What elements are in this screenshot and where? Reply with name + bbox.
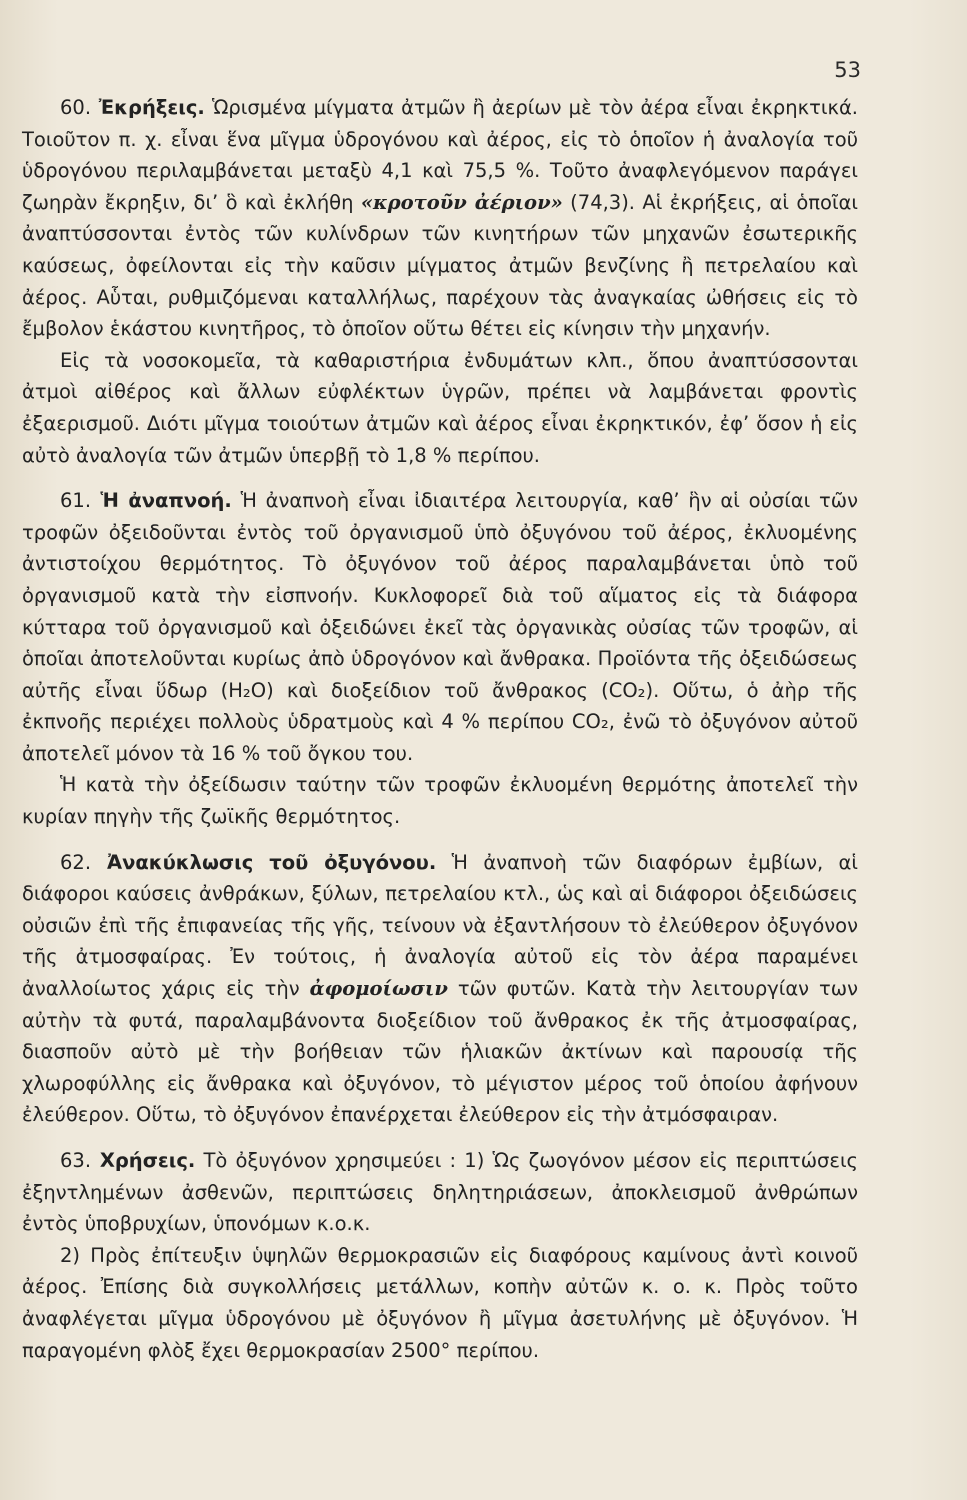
section-heading xyxy=(60,96,205,119)
section-title: Ἡ ἀναπνοή. xyxy=(100,489,232,513)
paragraph xyxy=(22,345,858,471)
section-number: 63. xyxy=(60,1149,92,1172)
paragraph-text: Τὸ ὀξυγόνον χρησιμεύει : 1) Ὡς ζωογόνον μέσον εἰς περιπτώσεις ἐξηντλημένων ἀσθενῶν, περιπτώσεις δηλητηριάσεων, ἀποκλεισμοῦ ἀνθρώπων ἐντὸς ὑποβρυχίων, ὑπονόμων κ.ο.κ. xyxy=(22,1149,858,1236)
paragraph-text: Εἰς τὰ νοσοκομεῖα, τὰ καθαριστήρια ἐνδυμάτων κλπ., ὅπου ἀναπτύσσονται ἀτμοὶ αἰθέρος καὶ ἄλλων εὐφλέκτων ὑγρῶν, πρέπει νὰ λαμβάνεται φροντὶς ἐξαερισμοῦ. Διότι μῖγμα τοιούτων ἀτμῶν καὶ ἀέρος εἶναι ἐκρηκτικόν, ἐφ’ ὅσον ἡ εἰς αὐτὸ ἀναλογία τῶν ἀτμῶν ὑπερβῇ τὸ 1,8 % περίπου. xyxy=(22,348,858,467)
paragraph-text: Ὡρισμένα μίγματα ἀτμῶν ἢ ἀερίων μὲ τὸν ἀέρα εἶναι ἐκρηκτικά. Τοιοῦτον π. χ. εἶναι ἕνα μῖγμα ὑδρογόνου καὶ ἀέρος, εἰς τὸ ὁποῖον ἡ ἀναλογία τοῦ ὑδρογόνου περιλαμβάνεται μεταξὺ 4,1 καὶ 75,5 %. Τοῦτο ἀναφλεγόμενον παράγει ζωηρὰν ἔκρηξιν, δι’ ὃ καὶ ἐκλήθη xyxy=(22,96,858,214)
paragraph xyxy=(22,769,858,832)
section-63 xyxy=(22,1145,858,1366)
section-number: 62. xyxy=(60,850,92,874)
section-number: 60. xyxy=(60,96,92,119)
paragraph-text: Ἡ ἀναπνοὴ εἶναι ἰδιαιτέρα λειτουργία, καθ’ ἣν αἱ οὐσίαι τῶν τροφῶν ὀξειδοῦνται ἐντὸς τοῦ ὀργανισμοῦ ὑπὸ ὀξυγόνου τοῦ ἀέρος, ἐκλυομένης ἀντιστοίχου θερμότητος. Τὸ ὀξυγόνον τοῦ ἀέρος παραλαμβάνεται ὑπὸ τοῦ ὀργανισμοῦ κατὰ τὴν εἰσπνοήν. Κυκλοφορεῖ διὰ τοῦ αἵματος εἰς τὰ διάφορα κύτταρα τοῦ ὀργανισμοῦ καὶ ὀξειδώνει ἐκεῖ τὰς ὀργανικὰς οὐσίας τῶν τροφῶν, αἱ ὁποῖαι ἀποτελοῦνται κυρίως ἀπὸ ὑδρογόνον καὶ ἄνθρακα. Προϊόντα τῆς ὀξειδώσεως αὐτῆς εἶναι ὕδωρ (H₂O) καὶ διοξείδιον τοῦ ἄνθρακος (CO₂). Οὕτω, ὁ ἀὴρ τῆς ἐκπνοῆς περιέχει πολλοὺς ὑδρατμοὺς καὶ 4 % περίπου CO₂, ἐνῶ τὸ ὀξυγόνον αὐτοῦ ἀποτελεῖ μόνον τὰ 16 % τοῦ ὄγκου του. xyxy=(22,489,859,765)
section-number: 61. xyxy=(60,489,92,513)
section-60 xyxy=(22,92,858,471)
section-title: Ἀνακύκλωσις τοῦ ὀξυγόνου. xyxy=(107,850,437,874)
paragraph-text: (74,3). Αἱ ἐκρήξεις, αἱ ὁποῖαι ἀναπτύσσονται ἐντὸς τῶν κυλίνδρων τῶν κινητήρων τῶν μηχανῶν ἐσωτερικῆς καύσεως, ὀφείλονται εἰς τὴν καῦσιν μίγματος ἀτμῶν βενζίνης ἢ πετρελαίου καὶ ἀέρος. Αὗται, ρυθμιζόμεναι καταλλήλως, παρέχουν τὰς ἀναγκαίας ὠθήσεις εἰς τὸ ἔμβολον ἑκάστου κινητῆρος, τὸ ὁποῖον οὕτω θέτει εἰς κίνησιν τὴν μηχανήν. xyxy=(22,190,858,341)
paragraph-text: Ἡ ἀναπνοὴ τῶν διαφόρων ἐμβίων, αἱ διάφοροι καύσεις ἀνθράκων, ξύλων, πετρελαίου κτλ., ὡς καὶ αἱ διάφοροι ὀξειδώσεις οὐσιῶν ἐπὶ τῆς ἐπιφανείας τῆς γῆς, τείνουν νὰ ἐξαντλήσουν τὸ ἐλεύθερον ὀξυγόνον τῆς ἀτμοσφαίρας. Ἐν τούτοις, ἡ ἀναλογία αὐτοῦ εἰς τὸν ἀέρα παραμένει ἀναλλοίωτος χάρις εἰς τὴν xyxy=(22,850,858,1001)
section-61 xyxy=(22,485,858,833)
section-title: Χρήσεις. xyxy=(99,1149,196,1172)
emphasized-term: «κροτοῦν ἀέριον» xyxy=(360,190,563,214)
paragraph-text: Ἡ κατὰ τὴν ὀξείδωσιν ταύτην τῶν τροφῶν ἐκλυομένη θερμότης ἀποτελεῖ τὴν κυρίαν πηγὴν τῆς ζωϊκῆς θερμότητος. xyxy=(22,773,858,829)
page-content xyxy=(22,92,858,1380)
page-number: 53 xyxy=(834,58,861,82)
emphasized-term: ἀφομοίωσιν xyxy=(309,977,448,1001)
section-heading xyxy=(60,851,436,874)
section-title: Ἐκρήξεις. xyxy=(98,96,205,119)
paragraph xyxy=(22,1240,858,1366)
section-62 xyxy=(22,847,858,1131)
paragraph xyxy=(22,92,858,345)
section-heading xyxy=(60,1149,195,1172)
paragraph xyxy=(22,847,858,1131)
paragraph-text: τῶν φυτῶν. Κατὰ τὴν λειτουργίαν των αὐτὴν τὰ φυτά, παραλαμβάνοντα διοξείδιον τοῦ ἄνθρακος ἐκ τῆς ἀτμοσφαίρας, διασποῦν αὐτὸ μὲ τὴν βοήθειαν τῶν ἡλιακῶν ἀκτίνων καὶ παρουσίᾳ τῆς χλωροφύλλης εἰς ἄνθρακα καὶ ὀξυγόνον, τὸ μέγιστον μέρος τοῦ ὁποίου ἀφήνουν ἐλεύθερον. Οὕτω, τὸ ὀξυγόνον ἐπανέρχεται ἐλεύθερον εἰς τὴν ἀτμόσφαιραν. xyxy=(22,977,858,1127)
paragraph xyxy=(22,485,858,769)
section-heading xyxy=(60,489,232,512)
paragraph xyxy=(22,1145,858,1240)
paragraph-text: 2) Πρὸς ἐπίτευξιν ὑψηλῶν θερμοκρασιῶν εἰς διαφόρους καμίνους ἀντὶ κοινοῦ ἀέρος. Ἐπίσης διὰ συγκολλήσεις μετάλλων, κοπὴν αὐτῶν κ. ο. κ. Πρὸς τοῦτο ἀναφλέγεται μῖγμα ὑδρογόνου μὲ ὀξυγόνον ἢ μῖγμα ἀσετυλήνης μὲ ὀξυγόνον. Ἡ παραγομένη φλὸξ ἔχει θερμοκρασίαν 2500° περίπου. xyxy=(22,1243,858,1362)
